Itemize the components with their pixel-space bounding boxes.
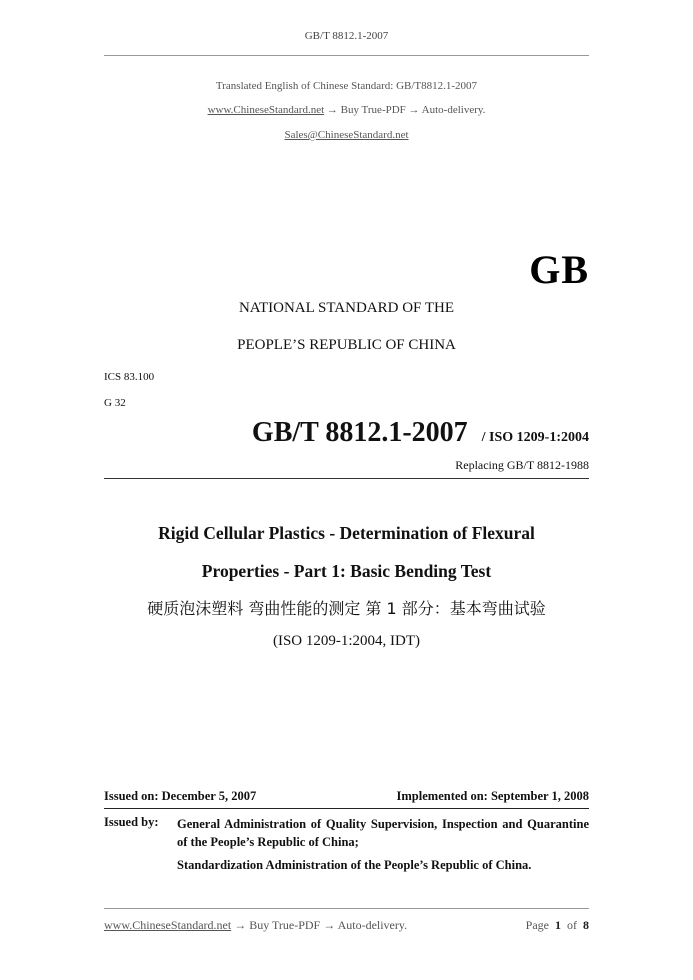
email-line <box>0 129 693 141</box>
issuing-organization-2: Standardization Administration of the People’s Republic of China. <box>177 858 532 872</box>
issued-by-label: Issued by: <box>104 815 159 829</box>
document-title-line2: Properties - Part 1: Basic Bending Test <box>201 561 492 581</box>
iso-equivalence: (ISO 1209-1:2004, IDT) <box>272 633 421 649</box>
footer-promo <box>104 918 407 933</box>
page-total: 8 <box>583 918 589 932</box>
chinese-title: 硬质泡沫塑料 弯曲性能的测定 第 1 部分：基本弯曲试验 <box>147 599 546 618</box>
page-current: 1 <box>555 918 561 932</box>
standard-divider <box>104 478 589 479</box>
page-label: Page <box>525 918 549 932</box>
buy-pdf-text: → Buy True-PDF → Auto-delivery. <box>324 104 486 116</box>
implemented-on-date: Implemented on: September 1, 2008 <box>396 789 589 803</box>
issued-on-date: Issued on: December 5, 2007 <box>104 789 257 803</box>
iso-reference: / ISO 1209-1:2004 <box>481 430 589 445</box>
page-of-label: of <box>567 918 577 932</box>
sales-email-link[interactable]: Sales@ChineseStandard.net <box>284 129 409 141</box>
ics-code: ICS 83.100 <box>104 371 155 383</box>
promo-line <box>0 104 693 116</box>
footer-website-link[interactable]: www.ChineseStandard.net <box>104 918 232 932</box>
page-number <box>526 918 589 933</box>
issue-divider <box>104 808 589 809</box>
standard-number: GB/T 8812.1-2007 <box>251 417 468 448</box>
replacing-note: Replacing GB/T 8812-1988 <box>455 458 589 472</box>
country-heading: PEOPLE’S REPUBLIC OF CHINA <box>237 337 456 353</box>
translation-notice: Translated English of Chinese Standard: GB/T8812.1-2007 <box>215 80 478 92</box>
standard-number-row <box>252 417 589 449</box>
header-divider <box>104 55 589 56</box>
document-title-line1: Rigid Cellular Plastics - Determination of Flexural <box>158 523 535 543</box>
website-link[interactable]: www.ChineseStandard.net <box>207 104 325 116</box>
running-header: GB/T 8812.1-2007 <box>304 30 389 42</box>
footer-divider <box>104 908 589 909</box>
classification-code: G 32 <box>104 397 126 409</box>
national-standard-heading: NATIONAL STANDARD OF THE <box>238 300 455 316</box>
footer-buy-text: → Buy True-PDF → Auto-delivery. <box>231 918 408 932</box>
gb-logo: GB <box>529 247 589 292</box>
issuing-organization-1: General Administration of Quality Supervision, Inspection and Quarantine of the People’s Republic of China; <box>177 817 589 849</box>
